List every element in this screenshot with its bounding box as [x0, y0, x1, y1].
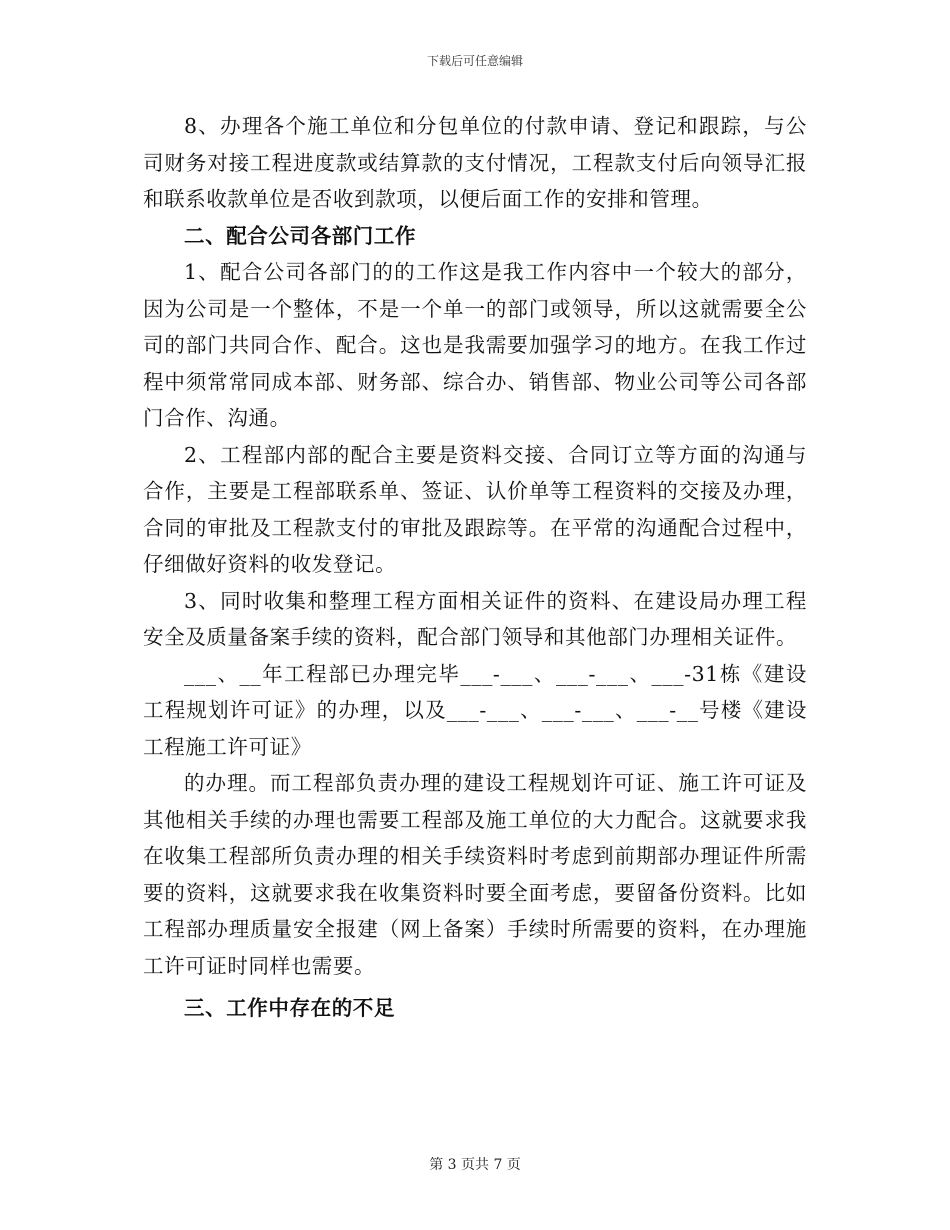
paragraph-permit-processing: 的办理。而工程部负责办理的建设工程规划许可证、施工许可证及其他相关手续的办理也需要工程部及施工单位的大力配合。这就要求我在收集工程部所负责办理的相关手续资料时考虑到前期部办理证件所需要的资料，这就要求我在收集资料时要全面考虑，要留备份资料。比如工程部办理质量安全报建（网上备案）手续时所需要的资料，在办理施工许可证时同样也需要。	[143, 771, 807, 978]
paragraph-permits-completed: ___、__年工程部已办理完毕___-___、___-___、___-31栋《建设工程规划许可证》的办理，以及___-___、___-___、___-__号楼《建设工程施工许可证》	[143, 661, 807, 759]
document-body	[143, 108, 807, 1030]
paragraph-certificate-collection: 3、同时收集和整理工程方面相关证件的资料、在建设局办理工程安全及质量备案手续的资料，配合部门领导和其他部门办理相关证件。	[143, 588, 807, 649]
paragraph-internal-cooperation: 2、工程部内部的配合主要是资料交接、合同订立等方面的沟通与合作，主要是工程部联系单、签证、认价单等工程资料的交接及办理，合同的审批及工程款支付的审批及跟踪等。在平常的沟通配合过程中，仔细做好资料的收发登记。	[143, 442, 807, 576]
section-heading-shortcomings: 三、工作中存在的不足	[184, 996, 395, 1020]
paragraph-payment-tracking: 8、办理各个施工单位和分包单位的付款申请、登记和跟踪，与公司财务对接工程进度款或结算款的支付情况，工程款支付后向领导汇报和联系收款单位是否收到款项，以便后面工作的安排和管理。	[143, 114, 807, 211]
page-number: 第 3 页共 7 页	[429, 1157, 521, 1173]
page-header: 下载后可任意编辑	[426, 54, 523, 68]
paragraph-department-cooperation: 1、配合公司各部门的的工作这是我工作内容中一个较大的部分，因为公司是一个整体，不是一个单一的部门或领导，所以这就需要全公司的部门共同合作、配合。这也是我需要加强学习的地方。在我工作过程中须常常同成本部、财务部、综合办、销售部、物业公司等公司各部门合作、沟通。	[143, 260, 807, 430]
section-heading-cooperation: 二、配合公司各部门工作	[184, 223, 417, 248]
